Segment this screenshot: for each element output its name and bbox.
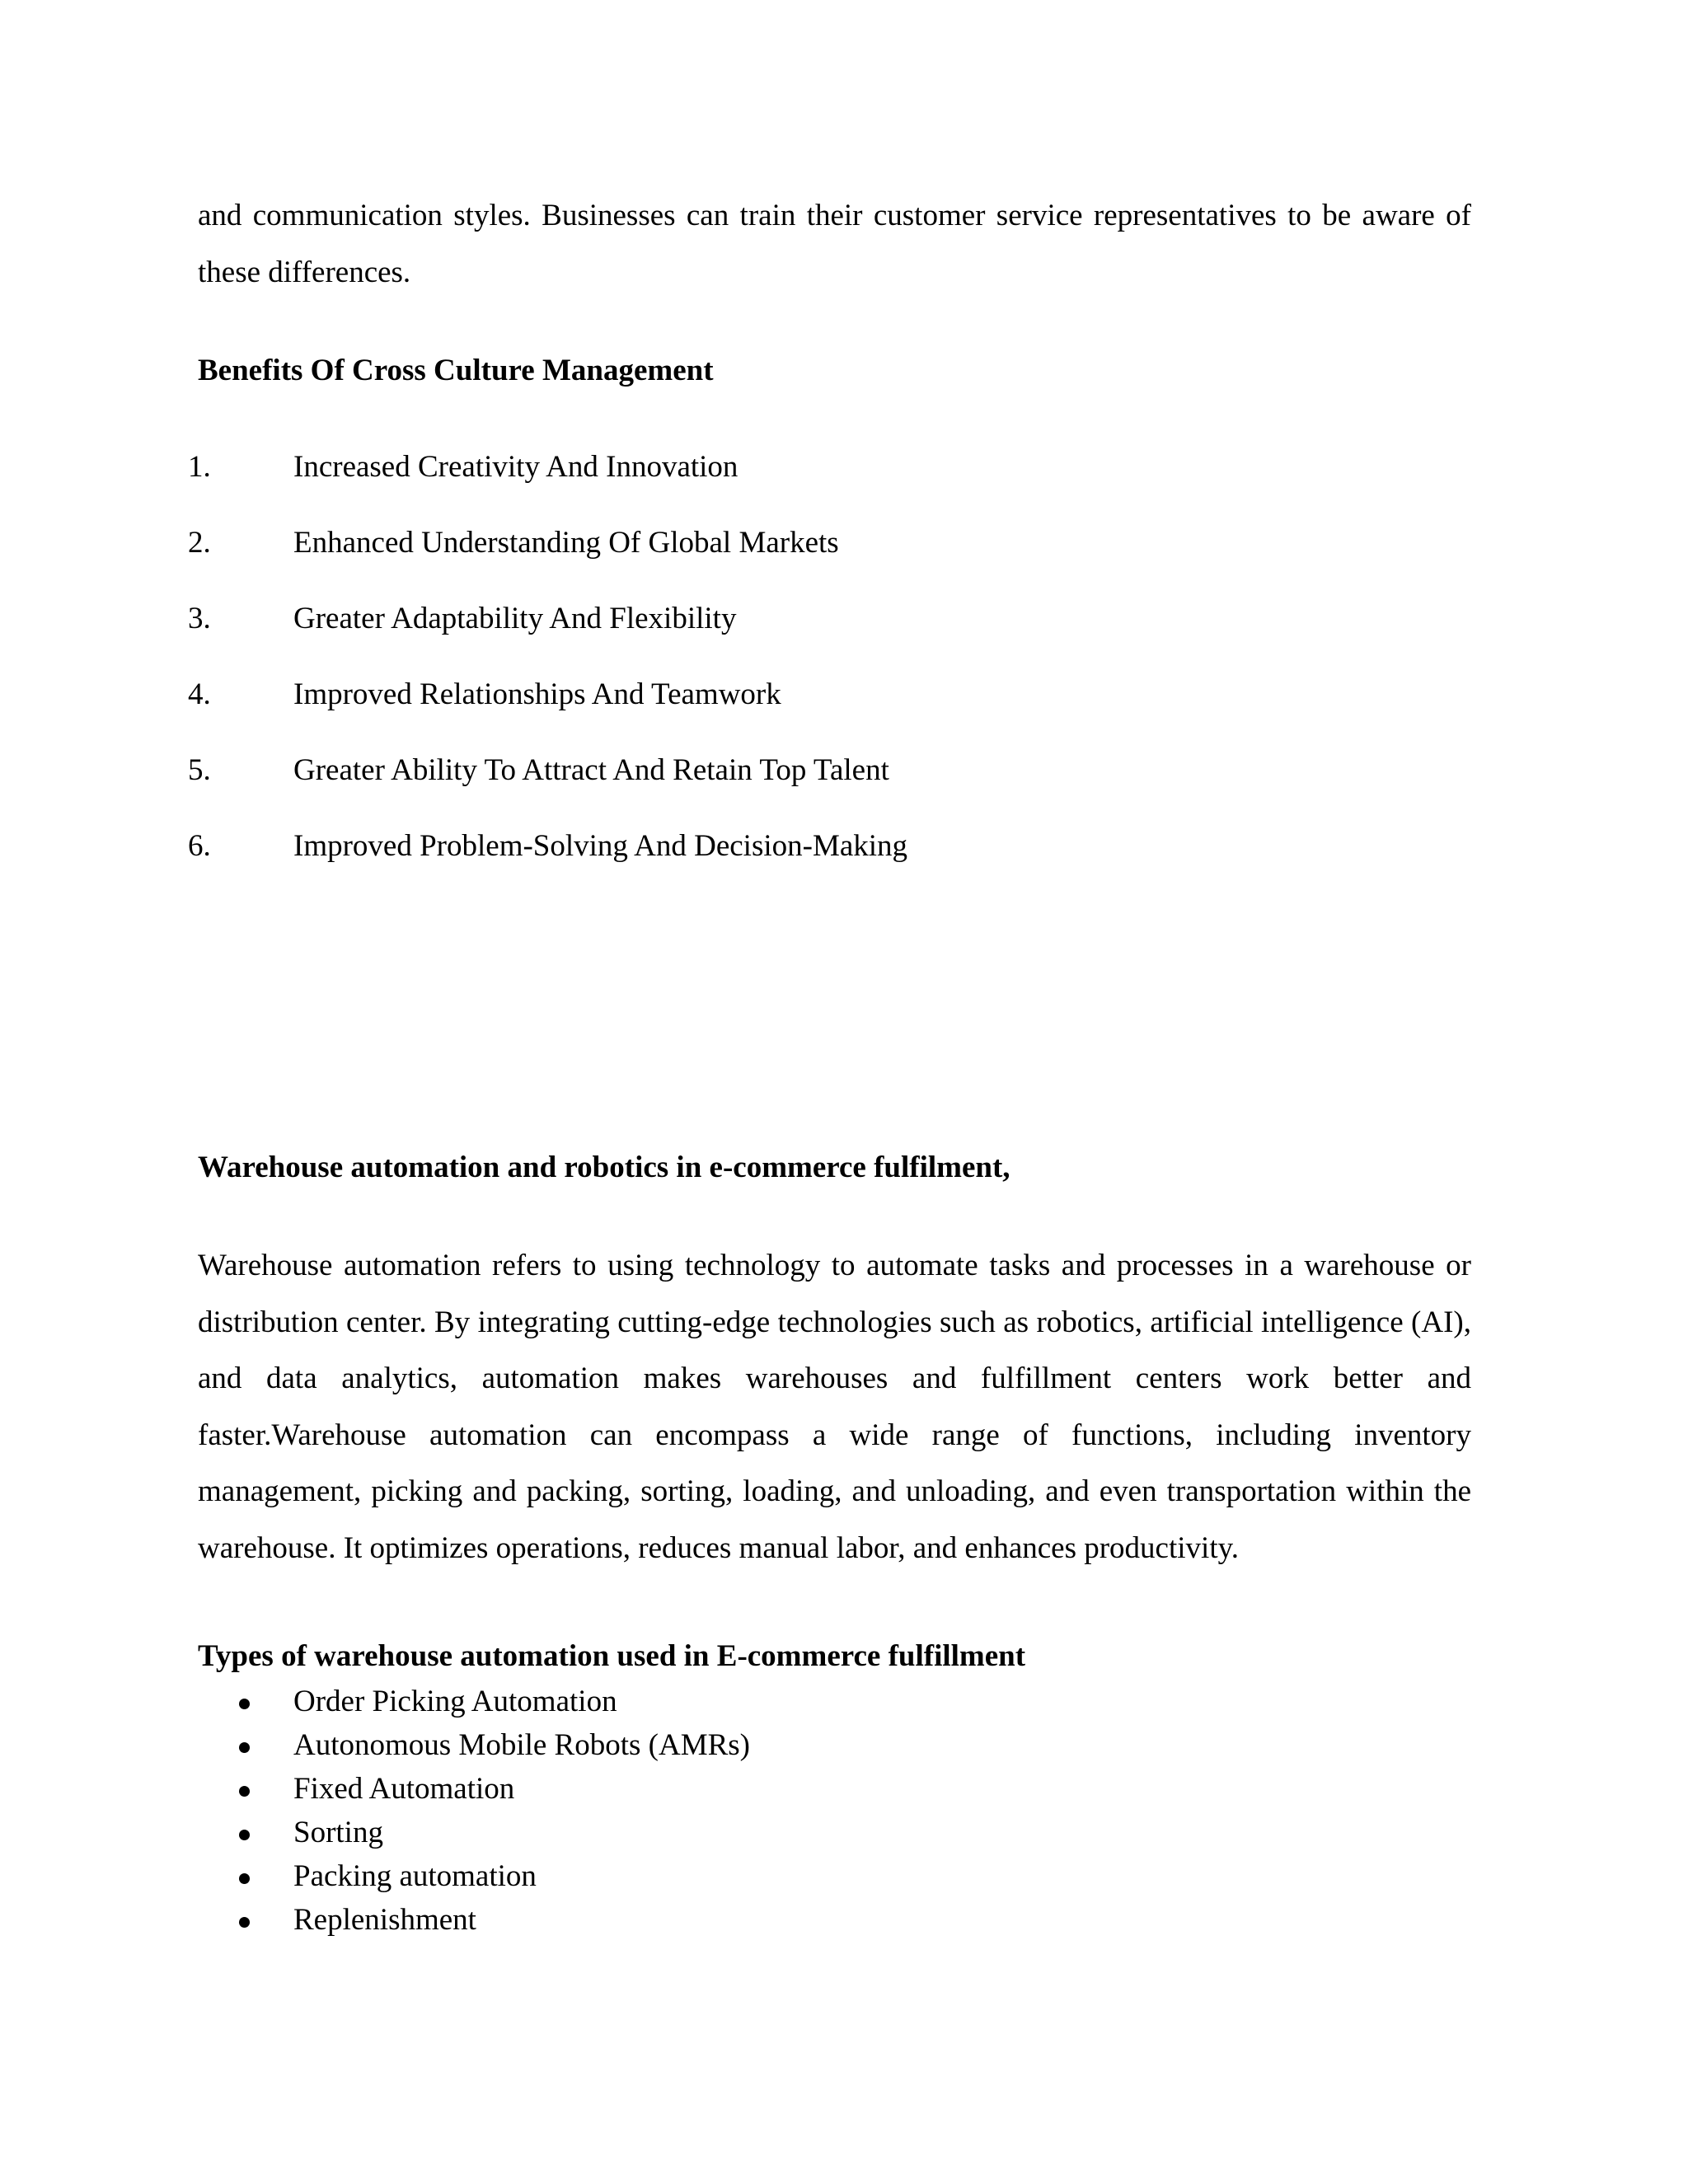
warehouse-heading: Warehouse automation and robotics in e-commerce fulfilment, (198, 1151, 1010, 1184)
benefits-heading: Benefits Of Cross Culture Management (198, 354, 714, 387)
bullet-icon (239, 1786, 250, 1797)
bullet-icon (239, 1699, 250, 1709)
bullet-icon (239, 1742, 250, 1753)
bullet-icon (239, 1830, 250, 1840)
list-item-text: Fixed Automation (293, 1772, 515, 1806)
types-heading: Types of warehouse automation used in E-commerce fulfillment (198, 1639, 1026, 1673)
bullet-icon (239, 1917, 250, 1928)
list-item-text: Improved Relationships And Teamwork (293, 677, 781, 711)
list-item-text: Order Picking Automation (293, 1685, 617, 1718)
list-number: 1. (188, 450, 211, 484)
list-number: 3. (188, 602, 211, 635)
list-item-text: Increased Creativity And Innovation (293, 450, 738, 484)
list-number: 2. (188, 526, 211, 560)
list-number: 5. (188, 753, 211, 787)
list-number: 6. (188, 829, 211, 863)
warehouse-paragraph: Warehouse automation refers to using technology to automate tasks and processes in a warehouse or distribution center. By integrating cutting-edge technologies such as robotics, artificial intelligence (AI), and data analytics, automation makes warehouses and fulfillment centers work better and faster.Warehouse automation can encompass a wide range of functions, including inventory management, picking and packing, sorting, loading, and unloading, and even transportation within the warehouse. It optimizes operations, reduces manual labor, and enhances productivity. (198, 1249, 1471, 1565)
list-number: 4. (188, 677, 211, 711)
bullet-icon (239, 1873, 250, 1884)
list-item-text: Greater Adaptability And Flexibility (293, 602, 737, 635)
list-item-text: Packing automation (293, 1859, 537, 1893)
intro-paragraph: and communication styles. Businesses can train their customer service representatives to be aware of these differences. (198, 199, 1471, 289)
list-item-text: Sorting (293, 1816, 383, 1849)
list-item-text: Replenishment (293, 1903, 476, 1937)
list-item-text: Improved Problem-Solving And Decision-Making (293, 829, 908, 863)
list-item-text: Greater Ability To Attract And Retain Top Talent (293, 753, 889, 787)
list-item-text: Enhanced Understanding Of Global Markets (293, 526, 839, 560)
list-item-text: Autonomous Mobile Robots (AMRs) (293, 1728, 751, 1762)
